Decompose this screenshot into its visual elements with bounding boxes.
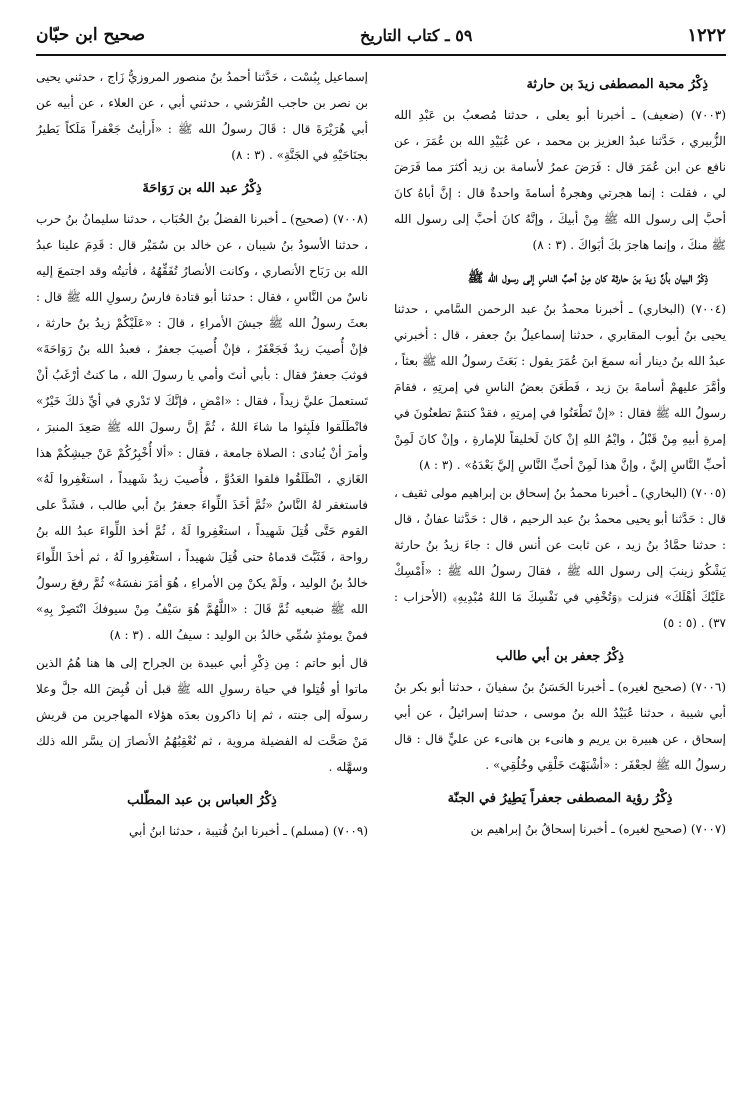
text-columns bbox=[36, 64, 726, 1084]
header-rule bbox=[36, 54, 726, 56]
section-heading: ذِكْرُ محبة المصطفى زيدَ بن حارثة bbox=[526, 77, 708, 92]
document-page bbox=[36, 18, 726, 1098]
hadith-paragraph: (٧٠٠٨) (صحيح) ـ أخبرنا الفضلُ بنُ الحُبَاب ، حدثنا سليمانُ بنُ حرب ، حدثنا الأسودُ بنُ شيبان ، عن خالد بن سُمَيْر قال : قَدِمَ علينا عبدُ الله بن رَبَاح الأنصاري ، وكانت الأنصارُ تُفَقِّهُهُ ، فأتيتُه وقد اجتمعَ إليه ناسٌ من النَّاسِ ، فقال : حدثنا أبو قتادة فارسُ رسولِ الله ﷺ قال : بعثَ رسولُ الله ﷺ جيشَ الأمراءِ ، قالَ : «عَلَيْكُمْ زيدُ بنُ حارثة ، فإنْ أُصيبَ زيدٌ فَجَعْفَرٌ ، فإنْ أُصيبَ جعفرٌ ، فعبدُ الله بنُ رَوَاحَةَ» فوثبَ جعفرٌ فقال : بأبي أنتَ وأمي يا رسولَ الله ، ما كنتُ أرْغَبُ أنْ تَستعملَ عليَّ زيداً ، فقال : «امْضِ ، فإنَّكَ لا تَدْري في أيِّ ذلكَ خَيْرٌ» فانْطَلَقوا فلَبِثوا ما شاءَ اللهُ ، ثُمَّ إنَّ رسولَ الله ﷺ صَعِدَ المنبرَ ، وأمرَ أنْ يُنادى : الصلاة جامعة ، فقال : «ألا أُخْبِرُكُمْ عَنْ جيشِكُمْ هذا الغَازي ، انْطَلَقُوا فلقوا العَدُوَّ ، فأُصيبَ زيدٌ شَهيداً ، استغْفِروا لَهُ» فاستغفر لهُ النَّاسُ «ثُمَّ أخَذَ اللِّواءَ جعفرُ بنُ أبي طالب ، فشَدَّ على القوم حَتَّى قُتِلَ شَهيداً ، استغْفِروا لَهُ ، ثُمَّ أخذ اللِّواءَ عبدُ الله بنُ رواحة ، فَثَبَّتَ قدماهُ حتى قُتِلَ شهيداً ، استغْفِروا لَهُ ، ثم أخذَ اللِّواءَ خالدُ بنُ الوليد ، ولَمْ يكنْ مِن الأمراءِ ، هُوَ أمَرَ نفسَهُ» ثُمَّ رفعَ رسولُ الله ﷺ ضبعيه ثُمَّ قَالَ : «اللَّهُمَّ هُوَ سَيْفٌ مِنْ سيوفكَ انْتَصِرْ بِهِ» فمنْ يومئذٍ سُمِّي خالدُ بن الوليد : سيفُ الله . (٣ : ٨) bbox=[36, 212, 368, 642]
hadith-paragraph: (٧٠٠٤) (البخاري) ـ أخبرنا محمدُ بنُ عبد الرحمن السَّامي ، حدثنا يحيى بنُ أيوب المقابري ، حدثنا إسماعيلُ بنُ جعفر ، قال : أخبرني عبدُ الله بنُ دينار أنه سمعَ ابنَ عُمَرَ يقول : بَعَثَ رسولُ الله ﷺ بعثاً ، وأمَّرَ عليهمْ أسامةَ بنَ زيد ، فَطَعَنَ بعضُ الناسِ في إمرتِهِ ، فقامَ رسولُ الله ﷺ فقال : «إنْ تَطْعَنُوا في إمرتِهِ ، فقدْ كنتمْ تطعنُونَ في إمرةِ أبيهِ مِنْ قَبْلُ ، وايْمُ اللهِ إنْ كانَ لَخليقاً للإمارةِ ، وإنْ كانَ لَمِنْ أحبِّ النَّاسِ إليَّ ، وإنَّ هذا لَمِنْ أحبِّ النَّاسِ إليَّ بَعْدَهُ» . (٣ : ٨) bbox=[394, 302, 726, 472]
section-heading: ذِكْرُ عبد الله بن رَوَاحَةَ bbox=[142, 181, 262, 196]
section-heading: ذِكْرُ رؤية المصطفى جعفراً يَطِيرُ في الجنّة bbox=[447, 791, 673, 806]
page-header bbox=[36, 18, 726, 52]
section-heading: ذِكْرُ البيان بأنَّ زيدَ بنَ حارثة كان مِنْ أحبِّ الناسِ إلى رسول الله ﷺ bbox=[467, 271, 708, 286]
hadith-paragraph: (٧٠٠٦) (صحيح لغيره) ـ أخبرنا الحَسَنُ بنُ سفيانَ ، حدثنا أبو بكر بنُ أبي شيبة ، حدثنا عُبَيْدُ الله بنُ موسى ، حدثنا إسرائيلُ ، عن أبي إسحاق ، عن هبيرة بن يريم و هانىء بن هانىء عن عليٍّ قال : قال رسولُ الله ﷺ لجعْفَر : «أشْبَهْتَ خَلْقِي وخُلُقِي» . bbox=[394, 680, 726, 772]
hadith-paragraph: (٧٠٠٥) (البخاري) ـ أخبرنا محمدُ بنُ إسحاق بن إبراهيم مولى ثقيف ، قال : حَدَّثنا أبو يحيى محمدُ بنُ عبد الرحيم ، قال : حَدَّثنا عفانُ ، قال : حدثنا حمَّادُ بنُ زيد ، عن ثابت عن أنس قال : جاءَ زيدُ بنُ حارثة يَشْكُو زينبَ إلى رسول الله ﷺ ، فقالَ رسولُ الله ﷺ : «أَمْسِكْ عَلَيْكَ أهْلَكَ» فنزلت ﴿وَتُخْفِي في نَفْسِكَ مَا اللهُ مُبْدِيهِ﴾ (الأحزاب : ٣٧) . (٥ : ٥) bbox=[394, 486, 726, 630]
section-heading: ذِكْرُ جعفر بن أبي طالب bbox=[496, 649, 624, 664]
left-column bbox=[36, 64, 368, 1084]
hadith-paragraph: قال أبو حاتم : مِن ذِكْرِ أبي عبيدة بن الجراح إلى ها هنا هُمُ الذين ماتوا أو قُتِلوا في حياة رسولِ الله ﷺ قبل أن قُبِضَ الله جلَّ وعلا رسولَه إلى جنته ، ثم إنا ذاكرون بعدَه هؤلاء المهاجرين من قريش مَنْ صَحَّت له الفضيلة مروية ، ثم نُعْقِبُهُمُ الأنصارَ إن يسَّر الله ذلك وسهَّله . bbox=[36, 656, 368, 774]
hadith-paragraph: (٧٠٠٣) (ضعيف) ـ أخبرنا أبو يعلى ، حدثنا مُصعبُ بن عَبْدِ الله الزُّبيري ، حَدَّثنا عبدُ العزيز بن محمد ، عن عُبَيْدِ الله بن عُمَرَ ، عن نافع عن ابن عُمَرَ قال : فَرَضَ عمرُ لأسامة بن زيد أكثرَ مما فَرَضَ لي ، فقلت : إنما هجرتي وهجرةُ أسامةَ واحدةٌ قال : إنَّ أباهُ كانَ أحبَّ إلى رسول الله ﷺ مِنْ أبيكَ ، وإنَّهُ كانَ أحبَّ إلى رسول الله ﷺ منكَ ، وإنما هاجرَ بكَ أبَواكَ . (٣ : ٨) bbox=[394, 108, 726, 252]
book-title: صحيح ابن حبّان bbox=[36, 25, 146, 45]
right-column bbox=[394, 64, 726, 1084]
section-title: ٥٩ ـ كتاب التاريخ bbox=[359, 25, 473, 45]
hadith-paragraph: إسماعيل بِبُسْت ، حَدَّثنا أحمدُ بنُ منصور المروزيُّ زَاج ، حدثني يحيى بن نصر بن حاجب القُرَشي ، حدثني أبي ، عن العلاء ، عن أبيه عن أبي هُرَيْرَةَ قال : قَالَ رسولُ الله ﷺ : «أَرأيتُ جَعْفراً مَلَكاً يَطيرُ بجنَاحَيْهِ في الجَنَّةِ» . (٣ : ٨) bbox=[36, 70, 368, 162]
hadith-paragraph: (٧٠٠٩) (مسلم) ـ أخبرنا ابنُ قُتيبة ، حدثنا ابنُ أبي bbox=[129, 824, 368, 838]
section-heading: ذِكْرُ العباس بن عبد المطّلب bbox=[127, 793, 277, 808]
hadith-paragraph: (٧٠٠٧) (صحيح لغيره) ـ أخبرنا إسحاقُ بنُ إبراهيم بن bbox=[470, 822, 726, 836]
page-number: ١٢٢٢ bbox=[687, 24, 726, 46]
